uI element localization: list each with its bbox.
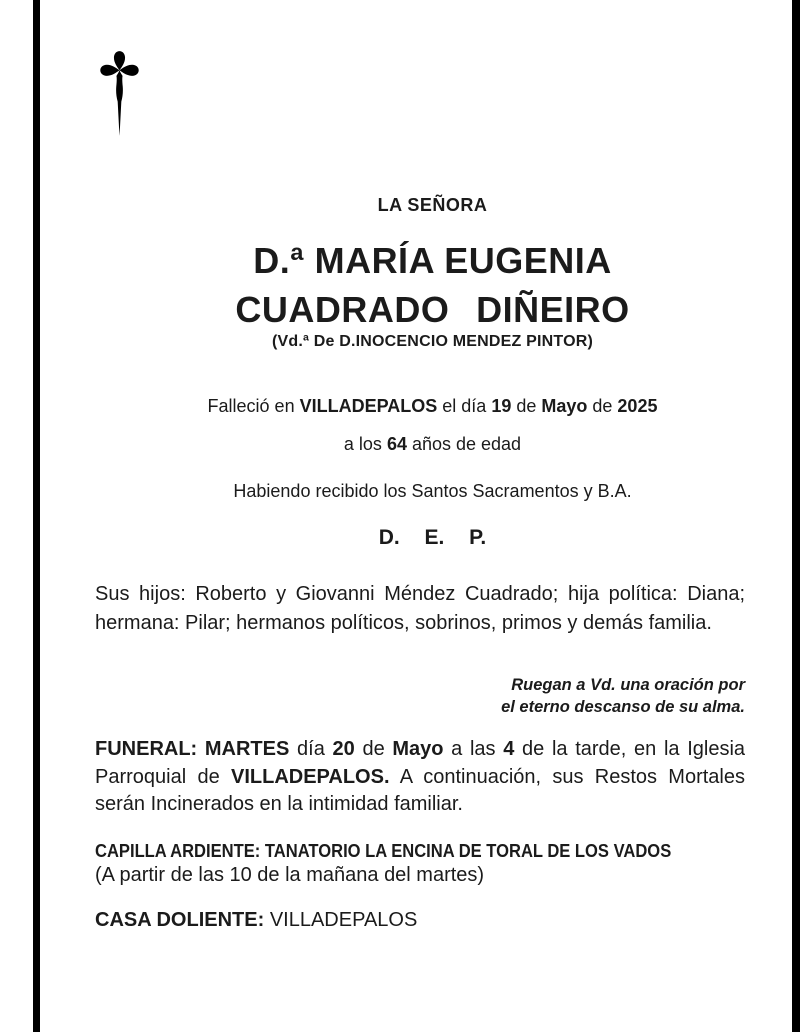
widow-note: (Vd.ª De D.INOCENCIO MENDEZ PINTOR) [271, 333, 594, 350]
mourning-house-line: CASA DOLIENTE: VILLADEPALOS [95, 909, 418, 931]
right-border-rule [792, 0, 800, 1032]
deceased-name [95, 236, 770, 334]
prayer-request-line1: Ruegan a Vd. una oración por [511, 676, 745, 694]
christian-cross-icon [96, 44, 143, 137]
deceased-name-line1: D.ª MARÍA EUGENIA [253, 240, 612, 281]
prayer-request-line2: el eterno descanso de su alma. [501, 697, 745, 716]
death-place-date-line: Falleció en VILLADEPALOS el día 19 de Mayo de 2025 [207, 396, 658, 416]
funeral-details-paragraph: FUNERAL: MARTES día 20 de Mayo a las 4 de la tarde, en la Iglesia Parroquial de VILLADEPALOS. A continuación, sus Restos Mortales serán Incinerados en la intimidad familiar. [95, 738, 746, 815]
chapel-location-line: CAPILLA ARDIENTE: TANATORIO LA ENCINA DE TORAL DE LOS VADOS [95, 841, 672, 861]
honorific-pretitle: LA SEÑORA [377, 195, 488, 215]
chapel-hours-line: (A partir de las 10 de la mañana del martes) [95, 864, 485, 886]
sacraments-line: Habiendo recibido los Santos Sacramentos y B.A. [233, 481, 632, 501]
deceased-name-line2: CUADRADO DIÑEIRO [235, 289, 630, 330]
dep-abbreviation: D. E. P. [378, 526, 487, 549]
age-line: a los 64 años de edad [343, 434, 522, 454]
family-members-paragraph: Sus hijos: Roberto y Giovanni Méndez Cuadrado; hija política: Diana; hermana: Pilar; hermanos políticos, sobrinos, primos y demás familia. [95, 583, 745, 634]
prayer-request [300, 675, 745, 718]
left-border-rule [33, 0, 40, 1032]
